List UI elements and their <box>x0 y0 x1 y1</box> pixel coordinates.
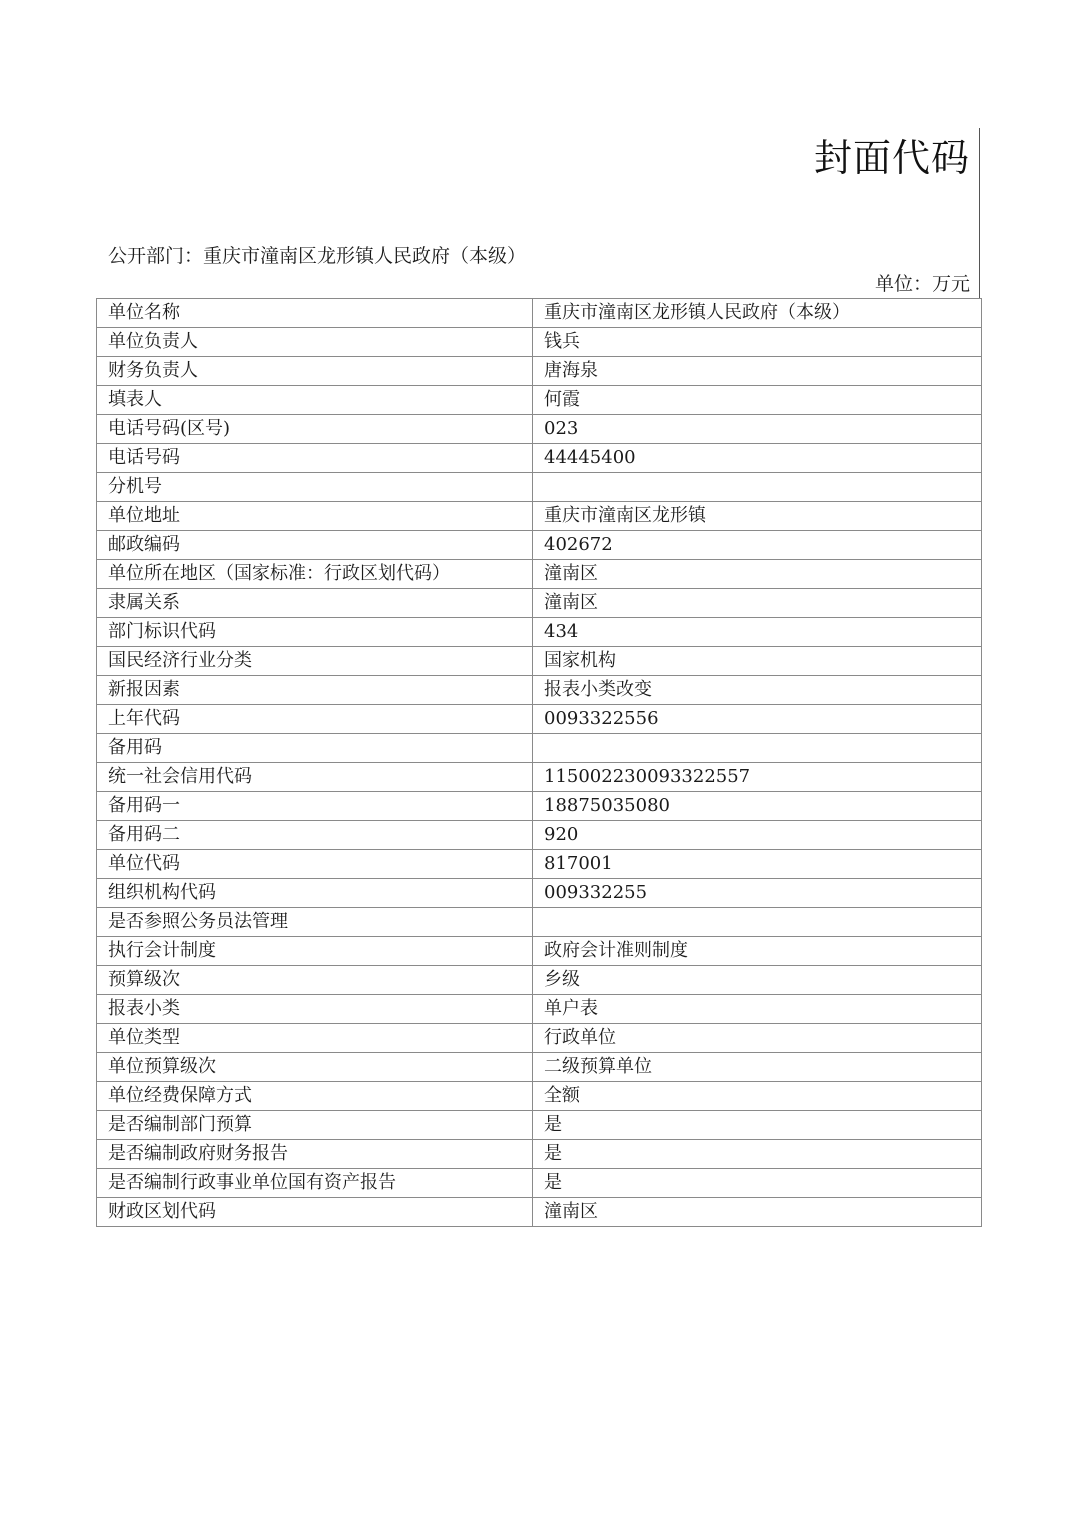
row-value: 023 <box>533 415 982 444</box>
row-value: 18875035080 <box>533 792 982 821</box>
row-value: 0093322556 <box>533 705 982 734</box>
row-label: 部门标识代码 <box>97 618 533 647</box>
table-row <box>97 386 982 415</box>
row-label: 执行会计制度 <box>97 937 533 966</box>
row-value: 009332255 <box>533 879 982 908</box>
row-label: 单位预算级次 <box>97 1053 533 1082</box>
table-row <box>97 908 982 937</box>
row-value: 潼南区 <box>533 1198 982 1227</box>
row-label: 电话号码 <box>97 444 533 473</box>
table-row <box>97 328 982 357</box>
row-label: 是否编制行政事业单位国有资产报告 <box>97 1169 533 1198</box>
row-label: 单位负责人 <box>97 328 533 357</box>
row-value: 402672 <box>533 531 982 560</box>
table-row <box>97 850 982 879</box>
row-label: 财政区划代码 <box>97 1198 533 1227</box>
row-label: 国民经济行业分类 <box>97 647 533 676</box>
table-row <box>97 1053 982 1082</box>
table-row <box>97 763 982 792</box>
row-value: 政府会计准则制度 <box>533 937 982 966</box>
table-row <box>97 444 982 473</box>
page-title: 封面代码 <box>813 136 970 180</box>
table-row <box>97 357 982 386</box>
row-value <box>533 908 982 937</box>
row-value: 是 <box>533 1169 982 1198</box>
table-row <box>97 647 982 676</box>
row-label: 单位名称 <box>97 299 533 328</box>
table-row <box>97 995 982 1024</box>
row-label: 预算级次 <box>97 966 533 995</box>
row-value: 何霞 <box>533 386 982 415</box>
row-label: 单位代码 <box>97 850 533 879</box>
row-label: 电话号码(区号) <box>97 415 533 444</box>
row-value: 单户表 <box>533 995 982 1024</box>
row-value: 全额 <box>533 1082 982 1111</box>
row-value: 二级预算单位 <box>533 1053 982 1082</box>
row-label: 备用码二 <box>97 821 533 850</box>
cover-code-table-body <box>97 299 982 1227</box>
row-value: 817001 <box>533 850 982 879</box>
table-row <box>97 734 982 763</box>
row-value <box>533 473 982 502</box>
row-label: 单位地址 <box>97 502 533 531</box>
row-label: 新报因素 <box>97 676 533 705</box>
row-label: 统一社会信用代码 <box>97 763 533 792</box>
row-value: 434 <box>533 618 982 647</box>
table-row <box>97 937 982 966</box>
table-row <box>97 1024 982 1053</box>
table-row <box>97 415 982 444</box>
table-row <box>97 589 982 618</box>
table-row <box>97 299 982 328</box>
table-row <box>97 821 982 850</box>
row-label: 是否编制部门预算 <box>97 1111 533 1140</box>
table-row <box>97 1169 982 1198</box>
row-label: 组织机构代码 <box>97 879 533 908</box>
row-value: 115002230093322557 <box>533 763 982 792</box>
row-label: 是否参照公务员法管理 <box>97 908 533 937</box>
title-rule <box>979 128 980 298</box>
row-label: 单位所在地区（国家标准：行政区划代码） <box>97 560 533 589</box>
row-value: 重庆市潼南区龙形镇人民政府（本级） <box>533 299 982 328</box>
table-row <box>97 618 982 647</box>
table-row <box>97 473 982 502</box>
table-row <box>97 676 982 705</box>
table-row <box>97 1140 982 1169</box>
row-value: 潼南区 <box>533 589 982 618</box>
row-value: 920 <box>533 821 982 850</box>
row-label: 报表小类 <box>97 995 533 1024</box>
row-label: 单位类型 <box>97 1024 533 1053</box>
row-label: 邮政编码 <box>97 531 533 560</box>
row-value: 44445400 <box>533 444 982 473</box>
row-value: 潼南区 <box>533 560 982 589</box>
row-value: 重庆市潼南区龙形镇 <box>533 502 982 531</box>
row-value: 是 <box>533 1111 982 1140</box>
department-label: 公开部门：重庆市潼南区龙形镇人民政府（本级） <box>108 245 527 267</box>
row-label: 是否编制政府财务报告 <box>97 1140 533 1169</box>
table-row <box>97 560 982 589</box>
row-label: 财务负责人 <box>97 357 533 386</box>
table-row <box>97 1111 982 1140</box>
row-value: 国家机构 <box>533 647 982 676</box>
row-value <box>533 734 982 763</box>
row-label: 填表人 <box>97 386 533 415</box>
table-row <box>97 792 982 821</box>
row-value: 行政单位 <box>533 1024 982 1053</box>
row-label: 上年代码 <box>97 705 533 734</box>
row-label: 分机号 <box>97 473 533 502</box>
row-value: 报表小类改变 <box>533 676 982 705</box>
table-row <box>97 1198 982 1227</box>
table-row <box>97 531 982 560</box>
table-row <box>97 1082 982 1111</box>
row-value: 钱兵 <box>533 328 982 357</box>
row-value: 唐海泉 <box>533 357 982 386</box>
table-row <box>97 705 982 734</box>
table-row <box>97 879 982 908</box>
row-label: 备用码一 <box>97 792 533 821</box>
unit-label: 单位：万元 <box>874 273 970 295</box>
cover-code-table <box>96 298 982 1227</box>
table-row <box>97 502 982 531</box>
row-value: 是 <box>533 1140 982 1169</box>
row-label: 备用码 <box>97 734 533 763</box>
table-row <box>97 966 982 995</box>
row-label: 隶属关系 <box>97 589 533 618</box>
row-label: 单位经费保障方式 <box>97 1082 533 1111</box>
row-value: 乡级 <box>533 966 982 995</box>
